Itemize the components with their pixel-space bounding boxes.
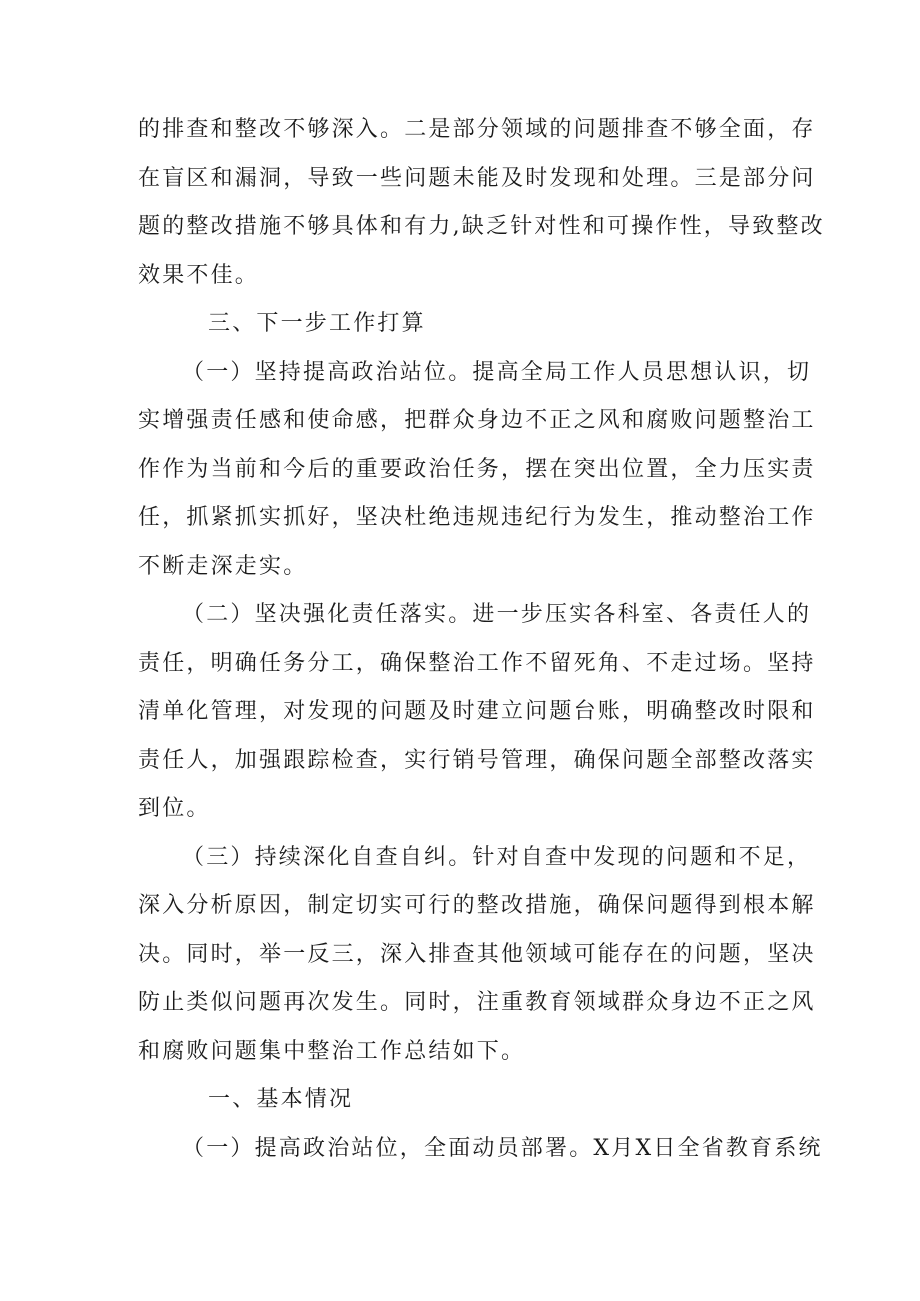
text-line: 决。同时，举一反三，深入排查其他领域可能存在的问题，坚决 bbox=[138, 941, 816, 967]
text-line: 不断走深走实。 bbox=[138, 553, 308, 579]
text-line: 责任人，加强跟踪检查，实行销号管理，确保问题全部整改落实 bbox=[138, 747, 816, 773]
text-line: （二）坚决强化责任落实。进一步压实各科室、各责任人的 bbox=[182, 602, 812, 627]
text-line: 作作为当前和今后的重要政治任务，摆在突出位置，全力压实责 bbox=[138, 456, 816, 482]
text-line: 到位。 bbox=[138, 796, 211, 821]
text-line: 防止类似问题再次发生。同时，注重教育领域群众身边不正之风 bbox=[138, 990, 816, 1015]
text-line: 清单化管理，对发现的问题及时建立问题台账，明确整改时限和 bbox=[138, 699, 816, 724]
text-line: 在盲区和漏洞，导致一些问题未能及时发现和处理。三是部分问 bbox=[138, 165, 816, 191]
text-line: （三）持续深化自查自纠。针对自查中发现的问题和不足， bbox=[182, 844, 812, 870]
text-line: 责任，明确任务分工，确保整治工作不留死角、不走过场。坚持 bbox=[138, 650, 816, 676]
text-line: 的排查和整改不够深入。二是部分领域的问题排查不够全面，存 bbox=[138, 117, 816, 142]
text-line: 深入分析原因，制定切实可行的整改措施，确保问题得到根本解 bbox=[138, 893, 816, 918]
text-line: 任，抓紧抓实抓好，坚决杜绝违规违纪行为发生，推动整治工作 bbox=[138, 505, 816, 530]
text-line: （一）坚持提高政治站位。提高全局工作人员思想认识，切 bbox=[182, 359, 812, 385]
section-heading: 三、下一步工作打算 bbox=[208, 311, 426, 336]
text-line: 效果不佳。 bbox=[138, 262, 260, 288]
text-line: （一）提高政治站位，全面动员部署。X月X日全省教育系统 bbox=[182, 1135, 823, 1161]
section-heading: 一、基本情况 bbox=[208, 1087, 354, 1112]
text-line: 实增强责任感和使命感，把群众身边不正之风和腐败问题整治工 bbox=[138, 408, 816, 433]
document-body bbox=[138, 106, 825, 1173]
text-line: 和腐败问题集中整治工作总结如下。 bbox=[138, 1038, 526, 1064]
text-line: 题的整改措施不够具体和有力,缺乏针对性和可操作性，导致整改 bbox=[138, 214, 825, 239]
